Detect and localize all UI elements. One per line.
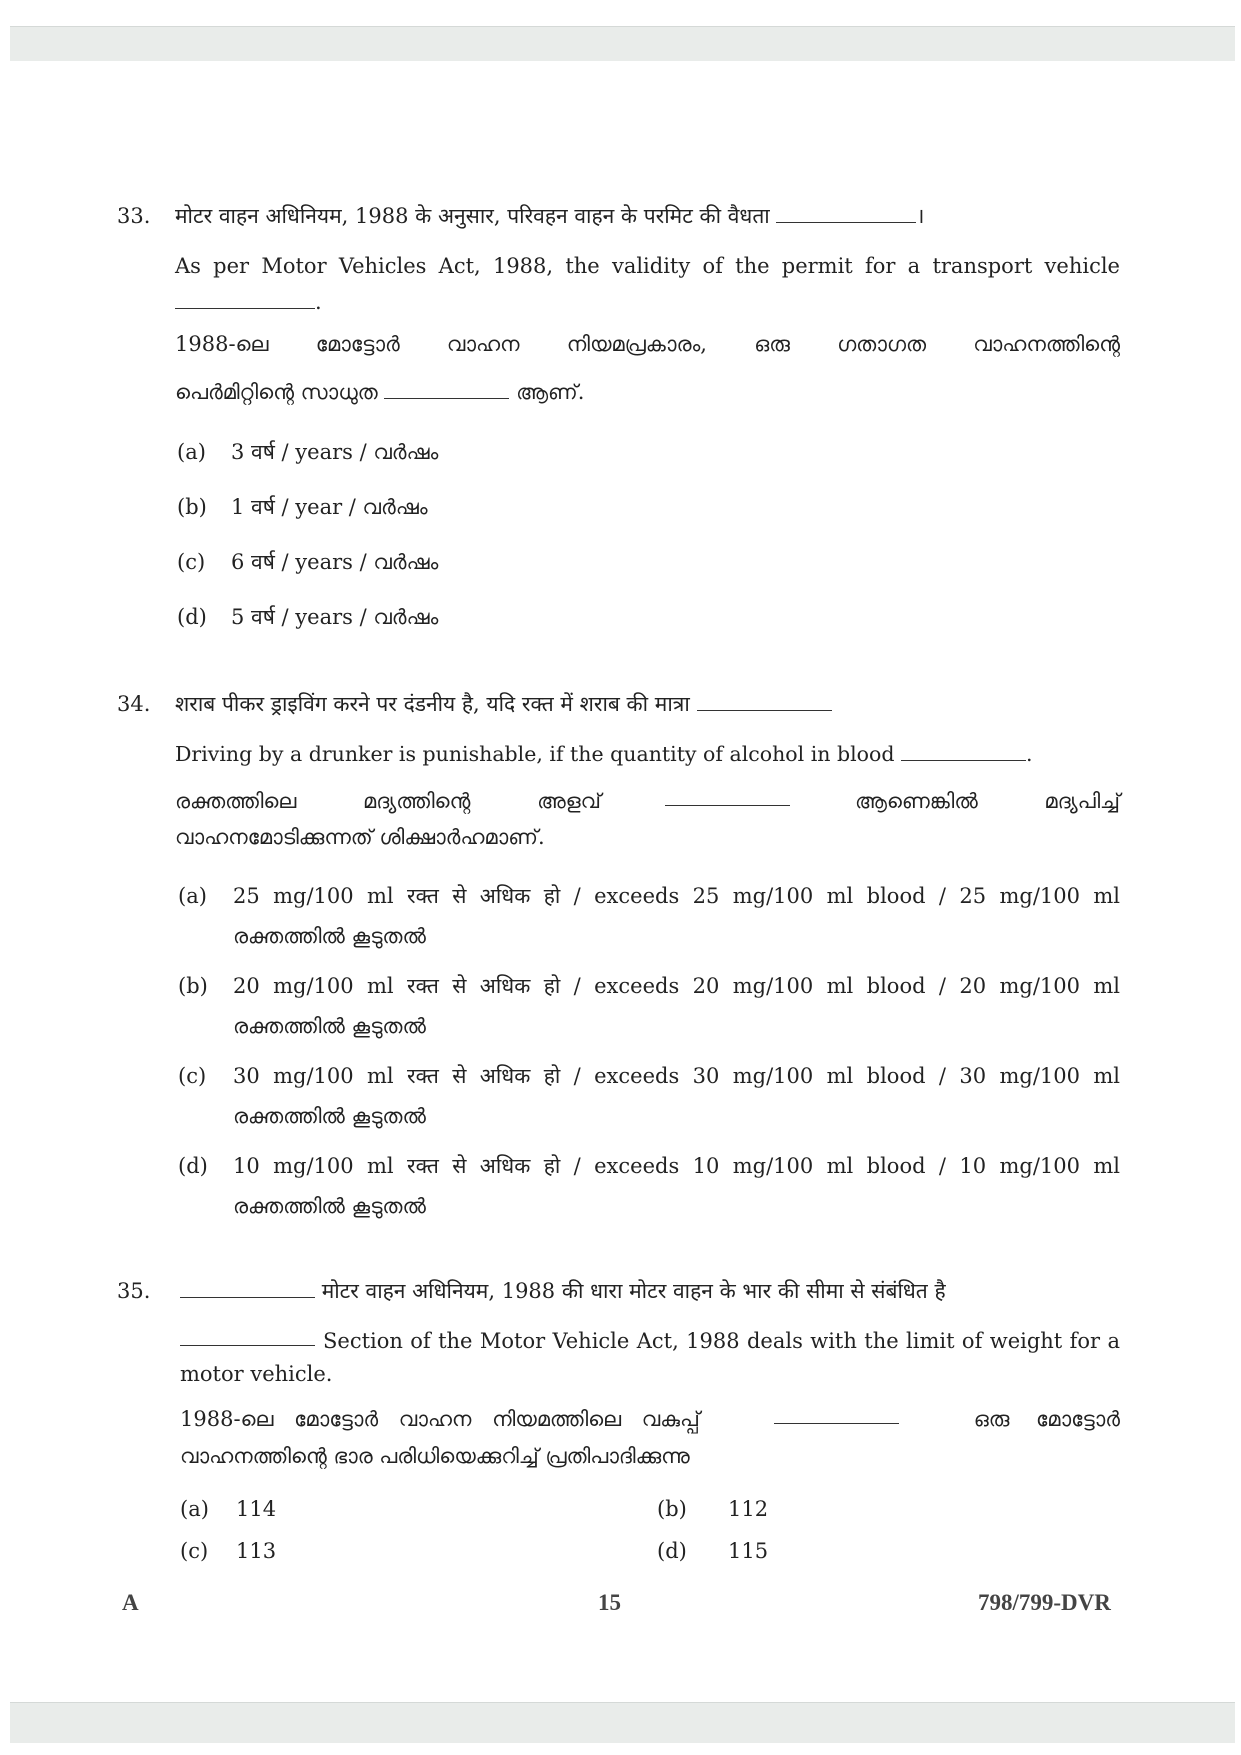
question-malayalam-line2: വാഹനമോടിക്കുന്നത് ശിക്ഷാർഹമാണ്. <box>175 825 545 849</box>
question-malayalam-line2: വാഹനത്തിന്റെ ഭാര പരിധിയെക്കുറിച്ച് പ്രതിപാദിക്കുന്നു <box>180 1444 690 1468</box>
answer-blank <box>665 787 790 806</box>
option-a-text-line2: രക്തത്തിൽ കൂടുതൽ <box>233 924 426 948</box>
answer-blank <box>774 1405 899 1424</box>
danda: । <box>916 204 925 228</box>
answer-blank <box>180 1279 315 1298</box>
option-c-label: (c) <box>180 1539 209 1563</box>
malayalam-text: ഒരു മോട്ടോർ <box>973 1407 1120 1431</box>
option-c-label: (c) <box>177 550 206 574</box>
paper-code: 798/799-DVR <box>978 1590 1111 1615</box>
option-d-label: (d) <box>177 605 207 629</box>
question-english <box>175 740 1033 768</box>
hindi-text: मोटर वाहन अधिनियम, 1988 के अनुसार, परिवहन वाहन के परमिट की वैधता <box>175 204 770 228</box>
answer-blank <box>175 290 315 309</box>
question-hindi <box>175 202 924 230</box>
question-english-line1 <box>180 1327 1120 1355</box>
option-a-label: (a) <box>180 1497 209 1521</box>
option-b-text: 20 mg/100 ml रक्त से अधिक हो / exceeds 20 mg/100 ml blood / 20 mg/100 ml <box>233 974 1120 998</box>
hindi-text: शराब पीकर ड्राइविंग करने पर दंडनीय है, यदि रक्त में शराब की मात्रा <box>175 692 690 716</box>
option-d-label: (d) <box>657 1539 687 1563</box>
option-c-text: 6 वर्ष / years / വർഷം <box>231 550 439 574</box>
option-a-text: 25 mg/100 ml रक्त से अधिक हो / exceeds 25 mg/100 ml blood / 25 mg/100 ml <box>233 884 1120 908</box>
option-b-text: 1 वर्ष / year / വർഷം <box>231 495 428 519</box>
question-english: As per Motor Vehicles Act, 1988, the validity of the permit for a transport vehicle <box>175 254 1120 278</box>
answer-blank <box>697 692 832 711</box>
malayalam-text: ആണ്. <box>516 380 585 404</box>
option-d-label: (d) <box>178 1154 208 1178</box>
scan-top-band <box>10 26 1235 61</box>
option-b-label: (b) <box>177 495 207 519</box>
question-hindi <box>175 690 832 718</box>
option-b-text-line2: രക്തത്തിൽ കൂടുതൽ <box>233 1014 426 1038</box>
option-d-text: 5 वर्ष / years / വർഷം <box>231 605 439 629</box>
question-malayalam-line1: 1988-ലെ മോട്ടോർ വാഹന നിയമപ്രകാരം, ഒരു ഗതാഗത വാഹനത്തിന്റെ <box>175 332 1120 356</box>
question-hindi <box>180 1277 946 1305</box>
period: . <box>1025 742 1033 766</box>
malayalam-text: രക്തത്തിലെ മദ്യത്തിന്റെ അളവ് <box>175 789 601 813</box>
option-d-text: 115 <box>728 1539 769 1563</box>
option-a-text: 3 वर्ष / years / വർഷം <box>231 440 439 464</box>
answer-blank <box>180 1327 315 1346</box>
option-a-text: 114 <box>236 1497 277 1521</box>
footer-series: A <box>122 1590 139 1615</box>
option-a-label: (a) <box>178 884 207 908</box>
answer-blank <box>776 204 916 223</box>
option-c-text: 30 mg/100 ml रक्त से अधिक हो / exceeds 30 mg/100 ml blood / 30 mg/100 ml <box>233 1064 1120 1088</box>
malayalam-text: പെർമിറ്റിന്റെ സാധുത <box>175 380 378 404</box>
scan-bottom-band <box>10 1702 1235 1743</box>
option-b-label: (b) <box>178 974 208 998</box>
option-c-text-line2: രക്തത്തിൽ കൂടുതൽ <box>233 1104 426 1128</box>
question-number: 35. <box>117 1279 151 1303</box>
malayalam-text: 1988-ലെ മോട്ടോർ വാഹന നിയമത്തിലെ വകുപ്പ് <box>180 1407 700 1431</box>
question-malayalam-line1 <box>175 787 1120 815</box>
english-blank-line <box>175 288 322 316</box>
question-malayalam-line1 <box>180 1405 1120 1433</box>
option-d-text: 10 mg/100 ml रक्त से अधिक हो / exceeds 10 mg/100 ml blood / 10 mg/100 ml <box>233 1154 1120 1178</box>
option-c-text: 113 <box>236 1539 277 1563</box>
page-number: 15 <box>598 1590 621 1615</box>
malayalam-text: ആണെങ്കിൽ മദ്യപിച്ച് <box>854 789 1120 813</box>
option-b-text: 112 <box>728 1497 769 1521</box>
answer-blank <box>384 380 509 399</box>
question-number: 33. <box>117 204 151 228</box>
question-number: 34. <box>117 692 151 716</box>
hindi-text: मोटर वाहन अधिनियम, 1988 की धारा मोटर वाहन के भार की सीमा से संबंधित है <box>321 1279 946 1303</box>
option-d-text-line2: രക്തത്തിൽ കൂടുതൽ <box>233 1194 426 1218</box>
question-malayalam-line2 <box>175 378 584 406</box>
option-c-label: (c) <box>178 1064 207 1088</box>
answer-blank <box>901 742 1026 761</box>
period: . <box>315 290 322 314</box>
option-b-label: (b) <box>657 1497 687 1521</box>
option-a-label: (a) <box>177 440 206 464</box>
english-text: Section of the Motor Vehicle Act, 1988 deals with the limit of weight for a <box>323 1329 1120 1353</box>
question-english-line2: motor vehicle. <box>180 1362 333 1386</box>
english-text: Driving by a drunker is punishable, if the quantity of alcohol in blood <box>175 742 895 766</box>
